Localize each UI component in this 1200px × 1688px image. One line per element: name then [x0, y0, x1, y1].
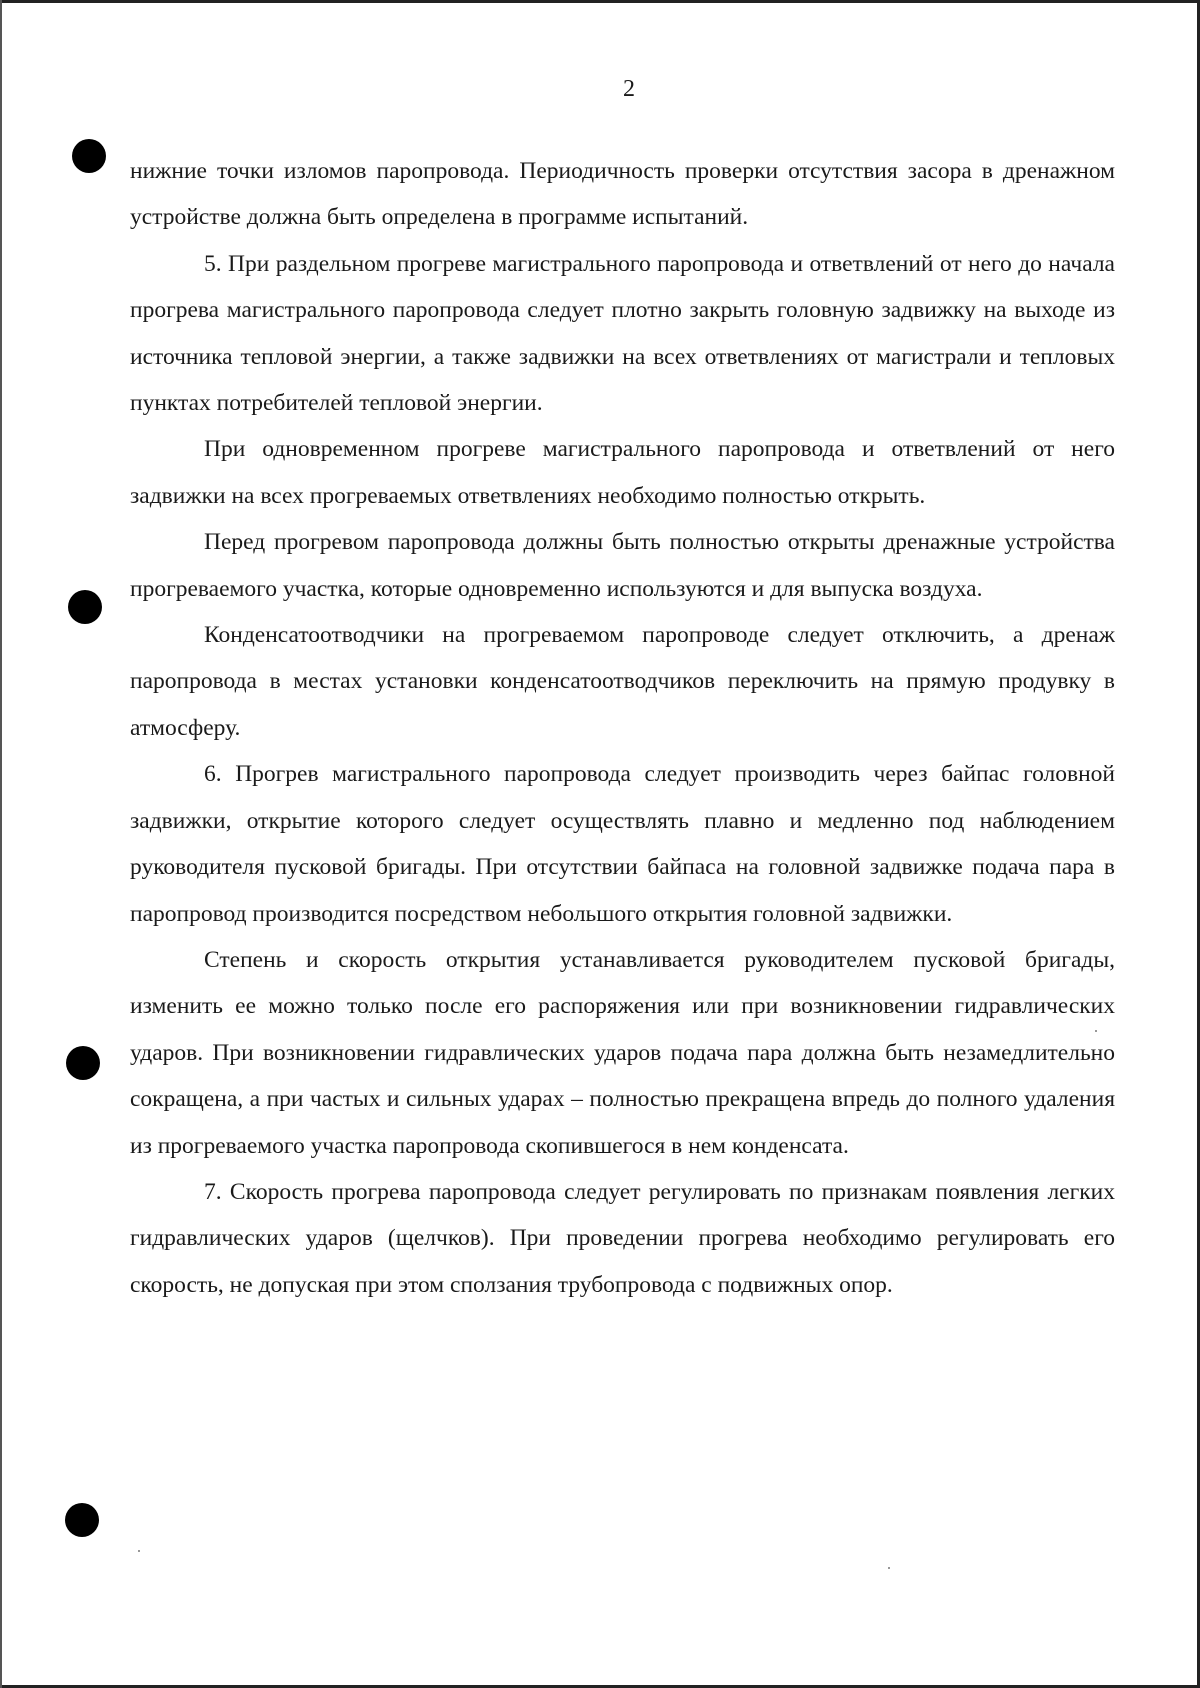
paragraph-drainage-devices: Перед прогревом паропровода должны быть полностью открыты дренажные устройства прогреваемого участка, которые одновременно используются и для выпуска воздуха.	[130, 529, 1115, 602]
paragraph-item-7: 7. Скорость прогрева паропровода следует регулировать по признакам появления легких гидравлических ударов (щелчков). При проведении прогрева необходимо регулировать его скорость, не допуская при этом сползания трубопровода с подвижных опор.	[130, 1178, 1115, 1298]
punch-hole-2	[68, 590, 102, 624]
scan-speck	[138, 1550, 140, 1552]
page-number: 2	[623, 76, 635, 102]
scan-border-left	[0, 0, 2, 1688]
paragraph-item-6: 6. Прогрев магистрального паропровода следует производить через байпас головной задвижки, открытие которого следует осуществлять плавно и медленно под наблюдением руководителя пусковой бригады. При отсутствии байпаса на головной задвижке подача пара в паропровод производится посредством небольшого открытия головной задвижки.	[130, 761, 1115, 927]
scan-border-top	[0, 0, 1200, 3]
paragraph-opening-degree: Степень и скорость открытия устанавливается руководителем пусковой бригады, изменить ее можно только после его распоряжения или при возникновении гидравлических ударов. При возникновении гидравлических ударов подача пара должна быть незамедлительно сокращена, а при частых и сильных ударах – полностью прекращена впредь до полного удаления из прогреваемого участка паропровода скопившегося в нем конденсата.	[130, 946, 1115, 1159]
punch-hole-1	[72, 139, 106, 173]
paragraph-simultaneous-heating: При одновременном прогреве магистрального паропровода и ответвлений от него задвижки на всех прогреваемых ответвлениях необходимо полностью открыть.	[130, 436, 1115, 509]
paragraph-item-5: 5. При раздельном прогреве магистрального паропровода и ответвлений от него до начала прогрева магистрального паропровода следует плотно закрыть головную задвижку на выходе из источника тепловой энергии, а также задвижки на всех ответвлениях от магистрали и тепловых пунктах потребителей тепловой энергии.	[130, 250, 1115, 417]
punch-hole-4	[65, 1503, 99, 1537]
paragraph-condensate-traps: Конденсатоотводчики на прогреваемом паропроводе следует отключить, а дренаж паропровода в местах установки конденсатоотводчиков переключить на прямую продувку в атмосферу.	[130, 622, 1115, 741]
paragraph-continuation: нижние точки изломов паропровода. Периодичность проверки отсутствия засора в дренажном устройстве должна быть определена в программе испытаний.	[130, 158, 1115, 231]
punch-hole-3	[66, 1046, 100, 1080]
body-text	[130, 148, 1115, 1308]
scan-speck	[888, 1567, 890, 1569]
